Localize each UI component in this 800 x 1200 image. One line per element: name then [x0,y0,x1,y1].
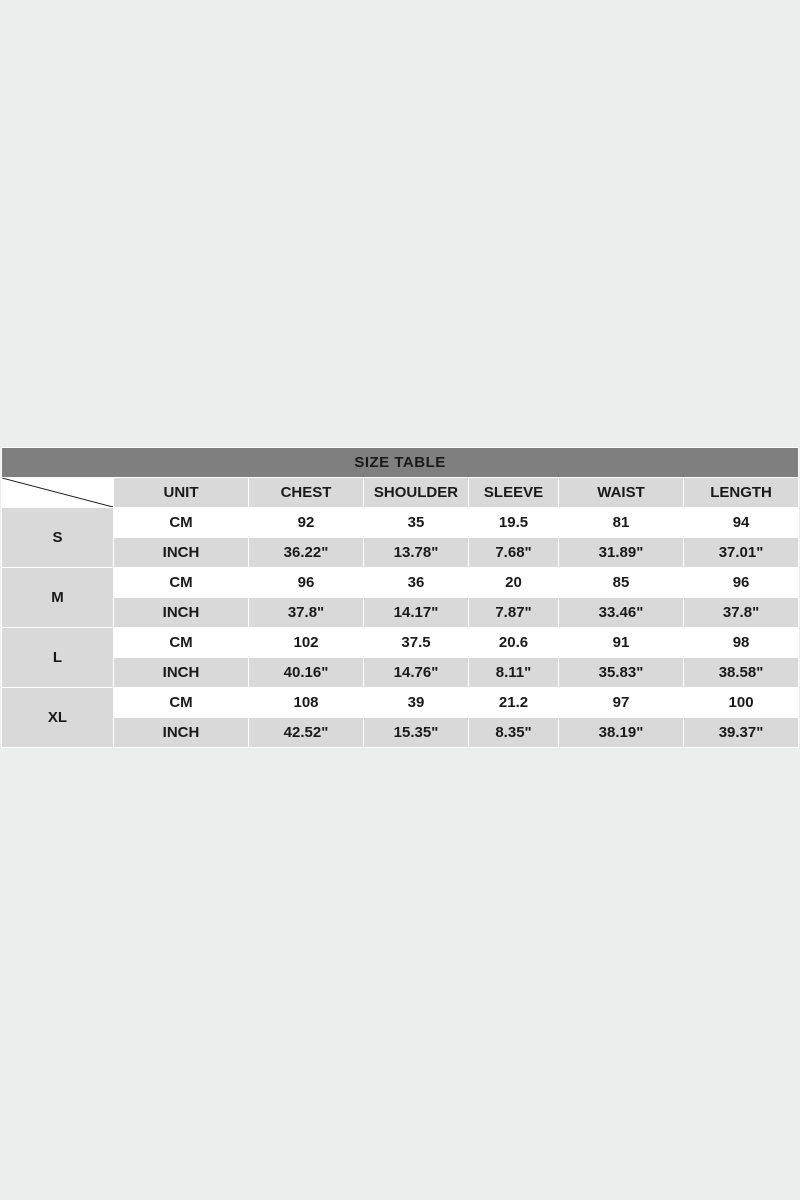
cell-waist-cm: 91 [559,628,684,658]
column-header-chest: CHEST [249,478,364,508]
table-row [2,598,799,628]
cell-shoulder-inch: 14.76" [364,658,469,688]
cell-length-inch: 38.58" [684,658,799,688]
cell-length-cm: 98 [684,628,799,658]
cell-shoulder-inch: 13.78" [364,538,469,568]
table-row [2,718,799,748]
table-row [2,688,799,718]
size-table-container [0,447,800,748]
table-row [2,568,799,598]
unit-label-cm: CM [114,688,249,718]
unit-label-inch: INCH [114,538,249,568]
unit-label-cm: CM [114,568,249,598]
cell-shoulder-inch: 14.17" [364,598,469,628]
cell-length-inch: 37.01" [684,538,799,568]
cell-sleeve-inch: 8.11" [469,658,559,688]
cell-chest-cm: 96 [249,568,364,598]
cell-length-cm: 94 [684,508,799,538]
cell-sleeve-cm: 21.2 [469,688,559,718]
cell-length-inch: 37.8" [684,598,799,628]
size-label: L [2,628,114,688]
corner-diagonal-cell [2,478,114,508]
cell-shoulder-cm: 37.5 [364,628,469,658]
cell-waist-cm: 97 [559,688,684,718]
unit-label-inch: INCH [114,718,249,748]
cell-chest-inch: 42.52" [249,718,364,748]
size-table-title: SIZE TABLE [2,448,799,478]
table-row [2,538,799,568]
cell-waist-inch: 35.83" [559,658,684,688]
unit-label-cm: CM [114,628,249,658]
unit-label-inch: INCH [114,598,249,628]
cell-shoulder-inch: 15.35" [364,718,469,748]
cell-sleeve-cm: 20.6 [469,628,559,658]
cell-length-cm: 100 [684,688,799,718]
column-header-waist: WAIST [559,478,684,508]
column-header-unit: UNIT [114,478,249,508]
cell-sleeve-inch: 8.35" [469,718,559,748]
cell-chest-cm: 108 [249,688,364,718]
cell-chest-inch: 36.22" [249,538,364,568]
table-title-row [2,448,799,478]
table-header-row [2,478,799,508]
size-label: XL [2,688,114,748]
size-label: M [2,568,114,628]
cell-length-cm: 96 [684,568,799,598]
diagonal-line-icon [2,478,113,507]
cell-waist-inch: 33.46" [559,598,684,628]
cell-chest-cm: 102 [249,628,364,658]
table-row [2,658,799,688]
cell-waist-inch: 31.89" [559,538,684,568]
cell-length-inch: 39.37" [684,718,799,748]
cell-shoulder-cm: 36 [364,568,469,598]
cell-sleeve-cm: 19.5 [469,508,559,538]
column-header-length: LENGTH [684,478,799,508]
size-table [1,447,799,748]
cell-waist-cm: 81 [559,508,684,538]
cell-chest-inch: 37.8" [249,598,364,628]
cell-shoulder-cm: 39 [364,688,469,718]
cell-shoulder-cm: 35 [364,508,469,538]
table-row [2,628,799,658]
cell-sleeve-cm: 20 [469,568,559,598]
column-header-shoulder: SHOULDER [364,478,469,508]
unit-label-cm: CM [114,508,249,538]
table-row [2,508,799,538]
size-label: S [2,508,114,568]
cell-sleeve-inch: 7.87" [469,598,559,628]
column-header-sleeve: SLEEVE [469,478,559,508]
cell-chest-cm: 92 [249,508,364,538]
cell-waist-inch: 38.19" [559,718,684,748]
unit-label-inch: INCH [114,658,249,688]
cell-sleeve-inch: 7.68" [469,538,559,568]
cell-chest-inch: 40.16" [249,658,364,688]
cell-waist-cm: 85 [559,568,684,598]
